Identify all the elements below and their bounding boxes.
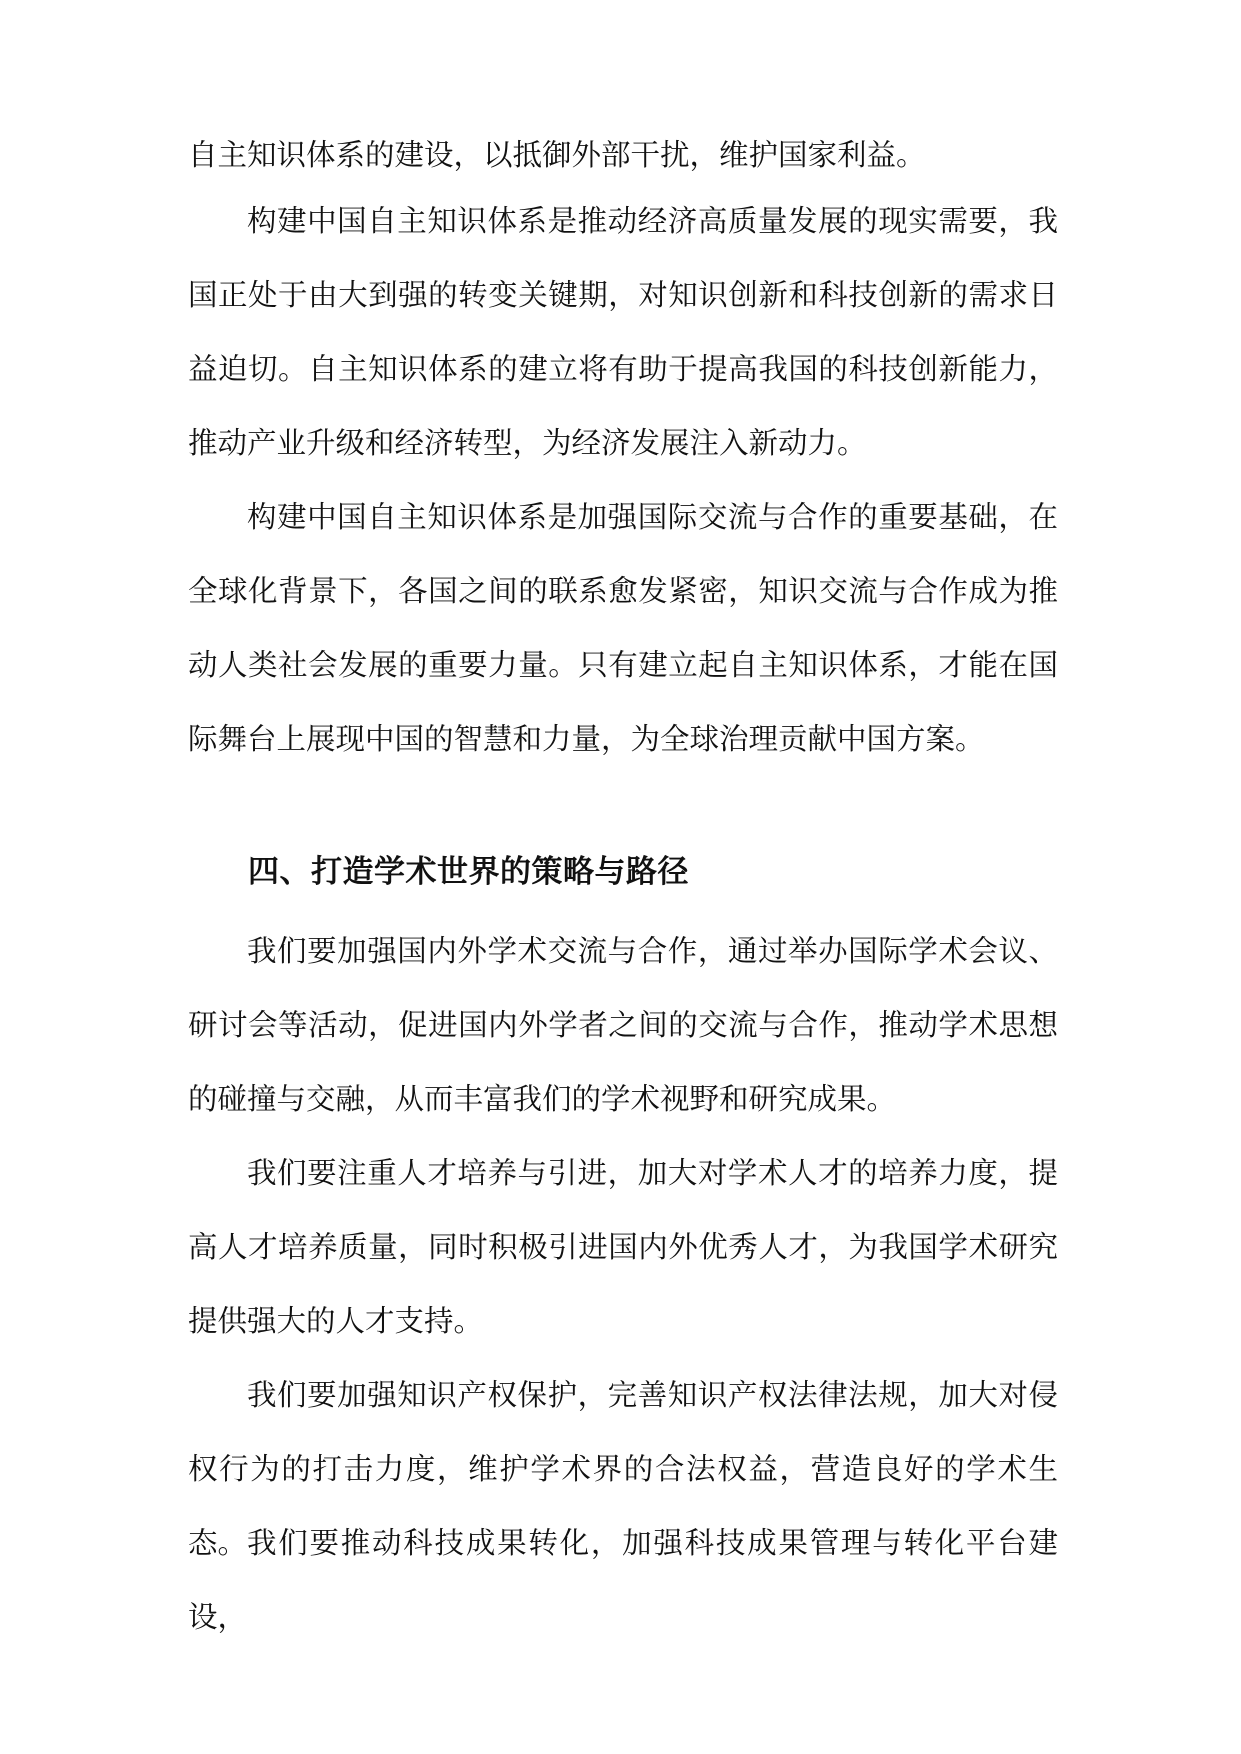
paragraph-academic-exchange: 我们要加强国内外学术交流与合作，通过举办国际学术会议、研讨会等活动，促进国内外学者之间的交流与合作，推动学术思想的碰撞与交融，从而丰富我们的学术视野和研究成果。 [188,934,1058,1116]
paragraph-economic-development: 构建中国自主知识体系是推动经济高质量发展的现实需要，我国正处于由大到强的转变关键期，对知识创新和科技创新的需求日益迫切。自主知识体系的建立将有助于提高我国的科技创新能力，推动产业升级和经济转型，为经济发展注入新动力。 [188,204,1058,460]
paragraph-tech-transfer: 我们要推动科技成果转化，加强科技成果管理与转化平台建设， [188,1526,1058,1634]
paragraph-continuation: 自主知识体系的建设，以抵御外部干扰，维护国家利益。 [188,138,926,172]
paragraph-talent-cultivation: 我们要注重人才培养与引进，加大对学术人才的培养力度，提高人才培养质量，同时积极引进国内外优秀人才，为我国学术研究提供强大的人才支持。 [188,1156,1058,1338]
paragraph-international-cooperation: 构建中国自主知识体系是加强国际交流与合作的重要基础，在全球化背景下，各国之间的联系愈发紧密，知识交流与合作成为推动人类社会发展的重要力量。只有建立起自主知识体系，才能在国际舞台上展现中国的智慧和力量，为全球治理贡献中国方案。 [188,500,1058,756]
section-heading: 四、打造学术世界的策略与路径 [248,854,689,890]
paragraph-ip-protection: 我们要加强知识产权保护，完善知识产权法律法规，加大对侵权行为的打击力度，维护学术界的合法权益，营造良好的学术生态。 [188,1378,1058,1560]
